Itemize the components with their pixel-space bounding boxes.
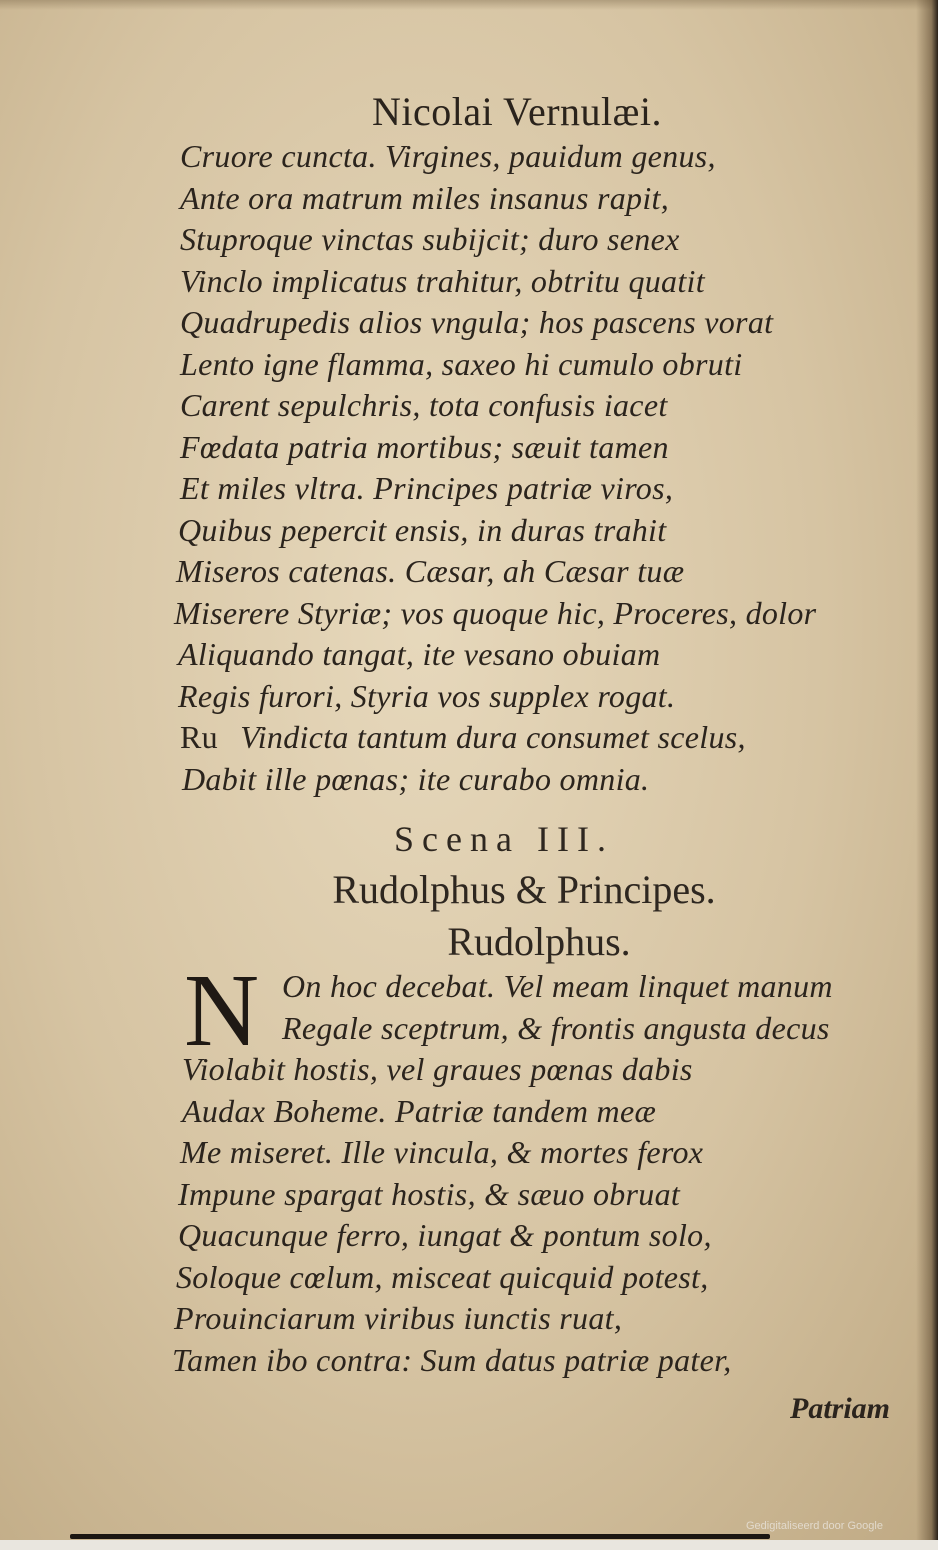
page-gutter-shadow (916, 0, 938, 1550)
verse-line: Tamen ibo contra: Sum datus patriæ pater, (172, 1341, 732, 1378)
digitization-watermark: Gedigitaliseerd door Google (746, 1520, 883, 1532)
verse-block-2 (0, 953, 900, 1381)
verse-line: Violabit hostis, vel graues pœnas dabis (182, 1051, 693, 1087)
speaker-abbreviation: Ru (180, 719, 218, 755)
verse-line: Quibus pepercit ensis, in duras trahit (178, 511, 667, 548)
dialogue-text: Vindicta tantum dura consumet scelus, (240, 719, 746, 755)
running-header: Nicolai Vernulæi. (372, 89, 662, 134)
scene-persons: Rudolphus & Principes. (332, 867, 716, 912)
verse-line: Miserere Styriæ; vos quoque hic, Proceres, dolor (174, 594, 817, 631)
verse-line: Regis furori, Styria vos supplex rogat. (178, 677, 676, 714)
dialogue-line: Dabit ille pœnas; ite curabo omnia. (182, 760, 650, 797)
verse-line: Lento igne flamma, saxeo hi cumulo obruti (180, 345, 743, 382)
verse-block-1 (0, 136, 900, 800)
verse-line: Soloque cœlum, misceat quicquid potest, (176, 1258, 709, 1295)
page-top-edge (0, 0, 938, 10)
verse-line: Cruore cuncta. Virgines, pauidum genus, (180, 138, 716, 174)
verse-line: Aliquando tangat, ite vesano obuiam (178, 636, 661, 672)
verse-line: Regale sceptrum, & frontis angusta decus (282, 1009, 830, 1046)
verse-line: On hoc decebat. Vel meam linquet manum (282, 968, 833, 1004)
drop-capital: N (184, 953, 260, 1068)
verse-line: Quacunque ferro, iungat & pontum solo, (178, 1217, 712, 1253)
verse-line: Quadrupedis alios vngula; hos pascens vorat (180, 304, 774, 340)
scene-heading: Scena III. (394, 819, 614, 859)
verse-line: Miseros catenas. Cæsar, ah Cæsar tuæ (176, 553, 685, 589)
page-bottom-rule (70, 1534, 770, 1539)
scan-bottom-band (0, 1540, 938, 1550)
verse-line: Carent sepulchris, tota confusis iacet (180, 387, 668, 423)
verse-line: Stuproque vinctas subijcit; duro senex (180, 221, 680, 257)
verse-line: Ante ora matrum miles insanus rapit, (180, 179, 670, 216)
speaker-name: Rudolphus. (447, 919, 631, 964)
verse-line: Et miles vltra. Principes patriæ viros, (180, 470, 674, 506)
verse-line: Audax Boheme. Patriæ tandem meæ (182, 1092, 657, 1129)
verse-line: Fœdata patria mortibus; sæuit tamen (180, 428, 669, 465)
verse-line: Impune spargat hostis, & sæuo obruat (178, 1175, 681, 1212)
verse-line: Me miseret. Ille vincula, & mortes ferox (180, 1134, 704, 1170)
verse-line: Vinclo implicatus trahitur, obtritu quatit (180, 262, 705, 299)
catchword: Patriam (790, 1392, 891, 1425)
verse-line: Prouinciarum viribus iunctis ruat, (174, 1300, 623, 1336)
dialogue-line (0, 717, 900, 759)
